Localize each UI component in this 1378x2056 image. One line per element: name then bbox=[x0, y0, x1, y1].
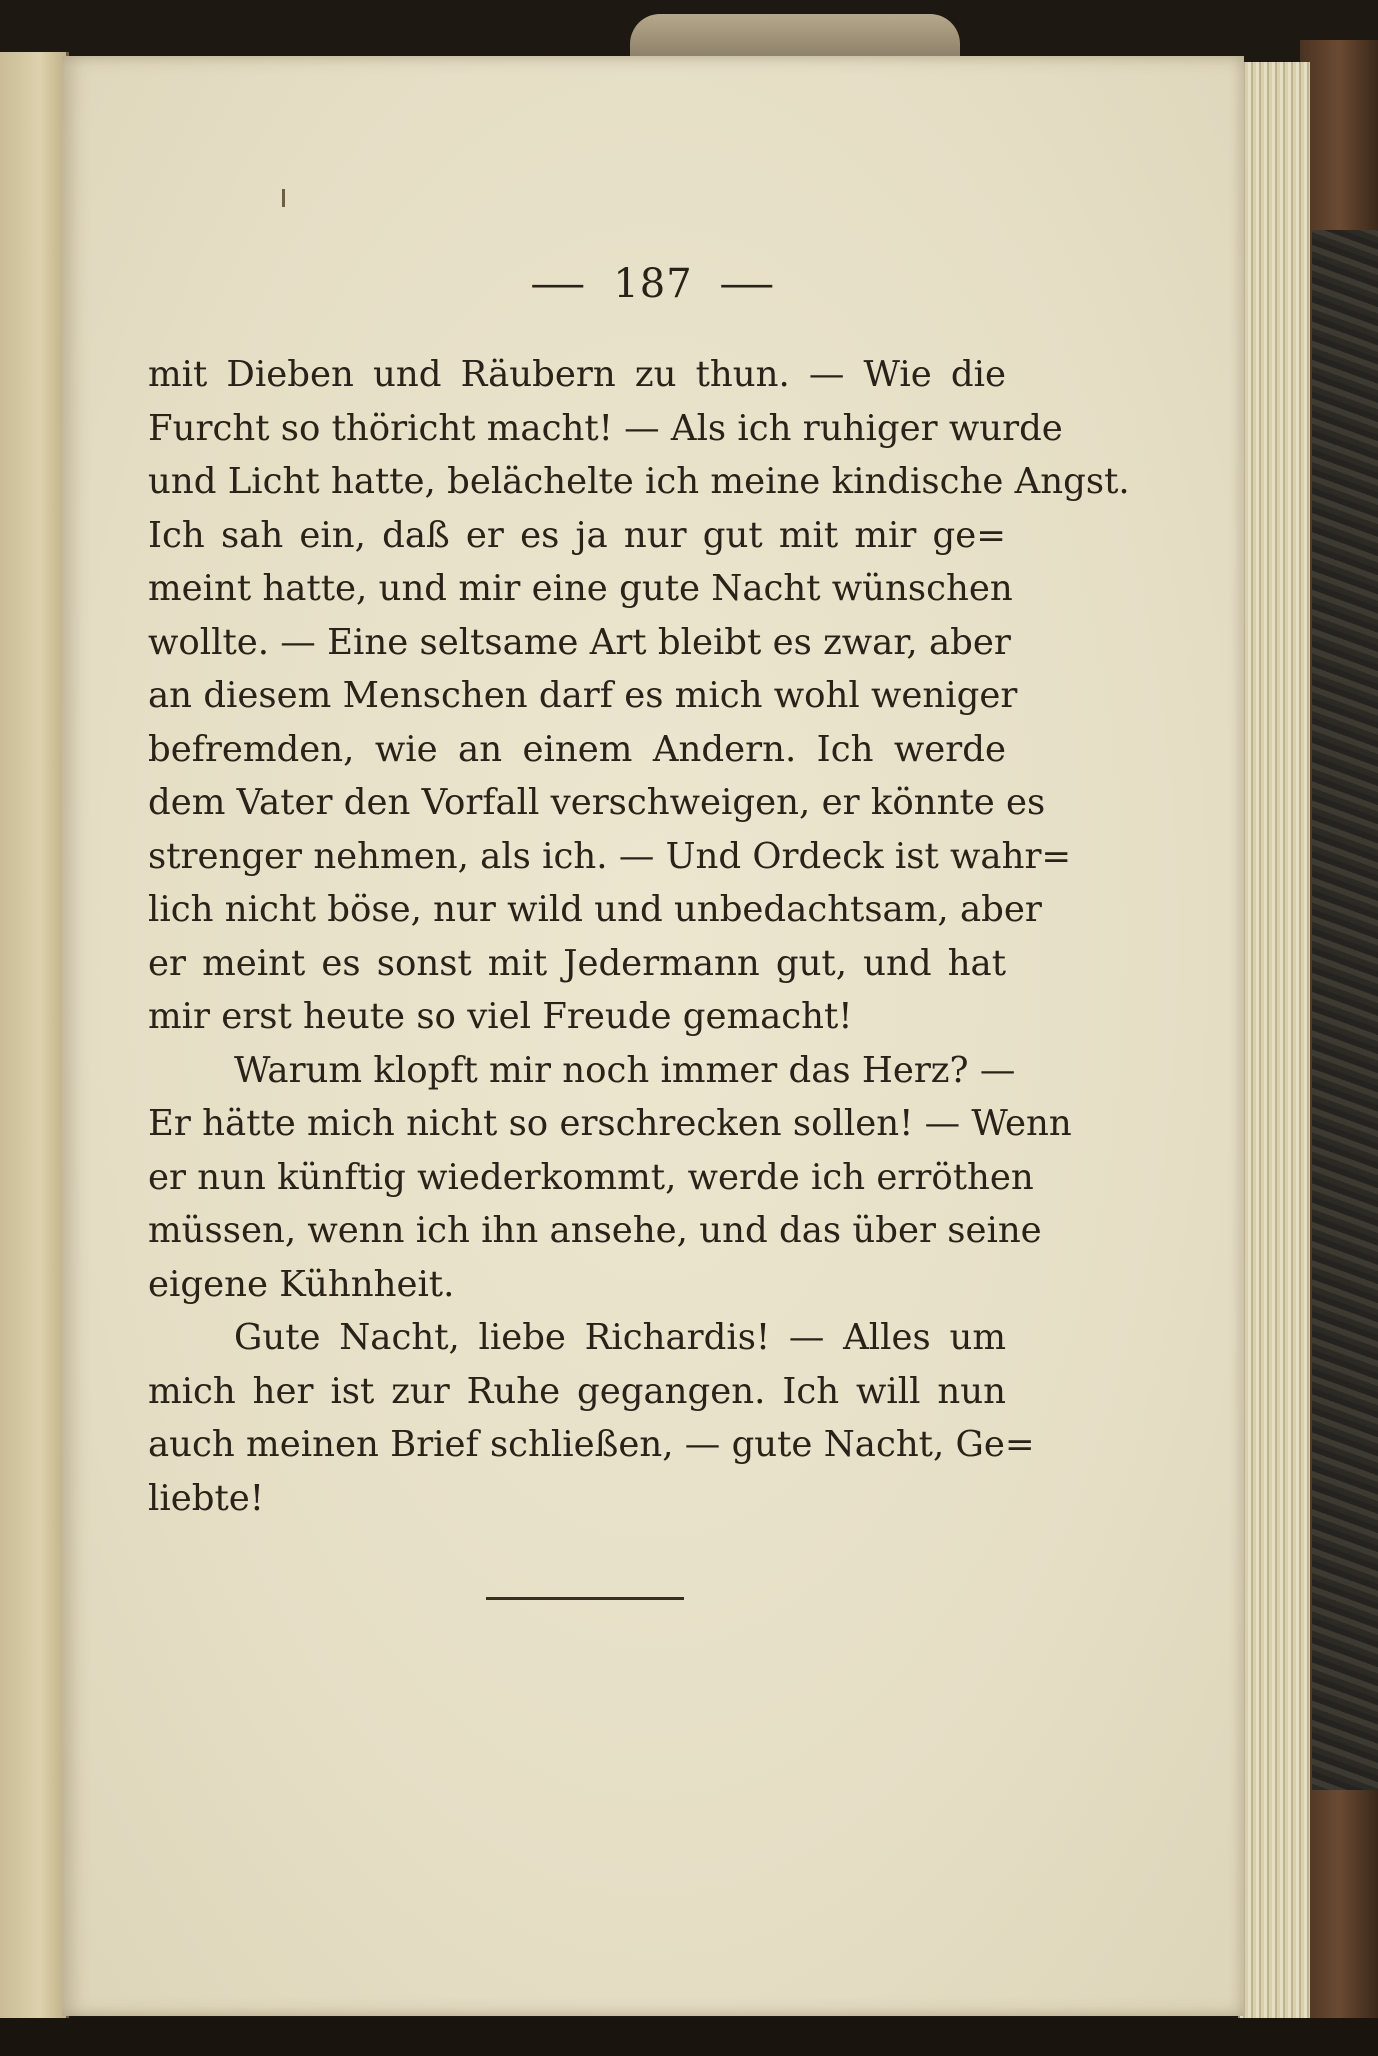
text-line: Ich sah ein, daß er es ja nur gut mit mir ge= bbox=[148, 514, 1006, 556]
text-line: wollte. — Eine seltsame Art bleibt es zwar, aber bbox=[148, 621, 1011, 663]
section-end-rule bbox=[486, 1597, 684, 1600]
text-line: Gute Nacht, liebe Richardis! — Alles um bbox=[234, 1317, 1006, 1358]
text-line: und Licht hatte, belächelte ich meine kindische Angst. bbox=[148, 461, 1130, 502]
text-line: befremden, wie an einem Andern. Ich werde bbox=[148, 728, 1006, 770]
ink-mark bbox=[282, 189, 285, 207]
book-page bbox=[62, 56, 1244, 2016]
text-line: Furcht so thöricht macht! — Als ich ruhiger wurde bbox=[148, 407, 1063, 449]
marbled-cover bbox=[1312, 230, 1378, 1790]
text-line: er nun künftig wiederkommt, werde ich erröthen bbox=[148, 1156, 1034, 1198]
page-header bbox=[62, 261, 1244, 307]
text-line: meint hatte, und mir eine gute Nacht wünschen bbox=[148, 568, 1013, 609]
book-headband bbox=[630, 14, 960, 58]
text-line: er meint es sonst mit Jedermann gut, und hat bbox=[148, 942, 1006, 984]
text-line: Er hätte mich nicht so erschrecken sollen! — Wenn bbox=[148, 1103, 1072, 1144]
text-line: müssen, wenn ich ihn ansehe, und das über seine bbox=[148, 1210, 1042, 1251]
page-block-edges bbox=[1238, 62, 1310, 2022]
text-line: auch meinen Brief schließen, — gute Nacht, Ge= bbox=[148, 1424, 1035, 1465]
header-dash-right: — bbox=[718, 261, 776, 307]
header-dash-left: — bbox=[530, 261, 588, 307]
text-line: eigene Kühnheit. bbox=[148, 1263, 455, 1305]
scan-background bbox=[0, 2018, 1378, 2056]
page-number: 187 bbox=[613, 261, 693, 307]
text-line: mit Dieben und Räubern zu thun. — Wie die bbox=[148, 354, 1006, 395]
page-body-text bbox=[148, 348, 1130, 1525]
text-line: mir erst heute so viel Freude gemacht! bbox=[148, 996, 853, 1037]
text-line: an diesem Menschen darf es mich wohl weniger bbox=[148, 675, 1018, 716]
text-line: dem Vater den Vorfall verschweigen, er könnte es bbox=[148, 782, 1046, 823]
text-line: liebte! bbox=[148, 1477, 264, 1519]
text-line: Warum klopft mir noch immer das Herz? — bbox=[234, 1049, 1016, 1091]
text-line: lich nicht böse, nur wild und unbedachtsam, aber bbox=[148, 889, 1042, 930]
left-page-edge bbox=[0, 52, 69, 2027]
text-line: mich her ist zur Ruhe gegangen. Ich will nun bbox=[148, 1370, 1006, 1412]
text-line: strenger nehmen, als ich. — Und Ordeck ist wahr= bbox=[148, 835, 1072, 877]
